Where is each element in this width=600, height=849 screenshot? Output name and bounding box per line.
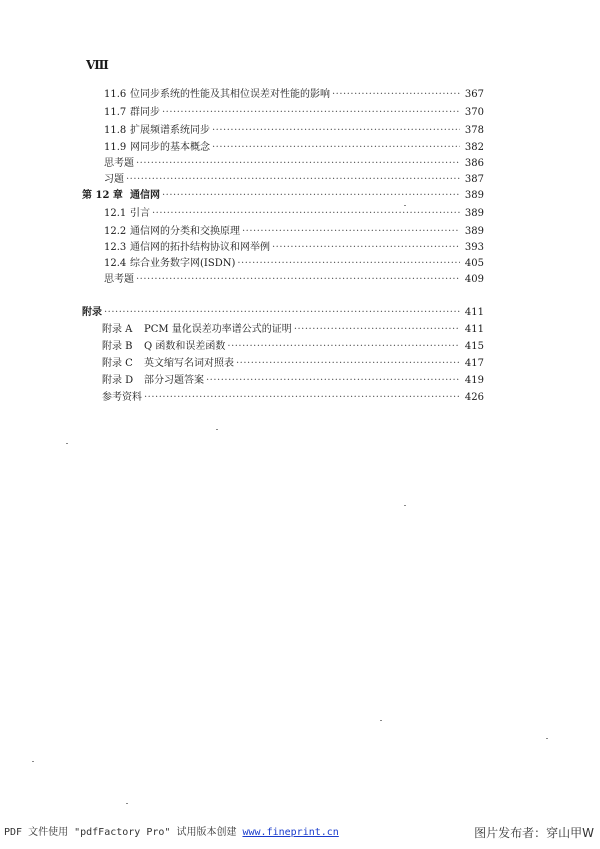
leader-dots: [152, 207, 460, 221]
toc-entry: [104, 157, 484, 171]
page-ref: 386: [464, 158, 484, 169]
section-number: 12.1: [104, 208, 127, 219]
leader-dots: [236, 357, 460, 371]
toc-entry: [102, 391, 484, 405]
scan-speck: [216, 429, 218, 430]
references-title: 参考资料: [102, 392, 142, 403]
leader-dots: [272, 241, 460, 255]
scan-speck: [404, 505, 406, 506]
section-title: 网同步的基本概念: [130, 142, 210, 153]
toc-entry: [102, 357, 484, 371]
section-title: 位同步系统的性能及其相位误差对性能的影响: [130, 89, 330, 100]
section-number: 12.3: [104, 242, 127, 253]
page-ref: 415: [464, 341, 484, 352]
section-number: 12.2: [104, 226, 127, 237]
leader-dots: [104, 306, 460, 320]
scan-speck: [66, 443, 68, 444]
section-title: 扩展频谱系统同步: [130, 125, 210, 136]
section-number: 11.7: [104, 107, 127, 118]
section-title: 引言: [130, 208, 150, 219]
page-ref: 370: [464, 107, 484, 118]
page-ref: 389: [464, 208, 484, 219]
scan-speck: [32, 761, 34, 762]
appendix-entry-title: 英文缩写名词对照表: [144, 358, 234, 369]
section-title: 习题: [104, 174, 124, 185]
toc-entry: [102, 374, 484, 388]
scan-speck: [380, 720, 382, 721]
scan-speck: [404, 205, 406, 206]
appendix-entry-title: Q 函数和误差函数: [144, 341, 226, 352]
leader-dots: [212, 124, 460, 138]
appendix-number: 附录 C: [102, 358, 133, 369]
section-number: 11.6: [104, 89, 127, 100]
creator-text: PDF 文件使用 "pdfFactory Pro" 试用版本创建: [4, 827, 237, 838]
page-ref: 411: [464, 307, 484, 318]
toc-entry: [102, 323, 484, 337]
appendix-number: 附录 D: [102, 375, 134, 386]
toc-entry: [104, 88, 484, 102]
toc-entry: [104, 106, 484, 120]
page-ref: 426: [464, 392, 484, 403]
section-number: 11.8: [104, 125, 127, 136]
page-ref: 367: [464, 89, 484, 100]
toc-entry: [104, 124, 484, 138]
section-title: 通信网的拓扑结构协议和网举例: [130, 242, 270, 253]
toc-entry: [104, 257, 484, 271]
leader-dots: [242, 225, 460, 239]
scan-speck: [126, 803, 128, 804]
section-number: 12.4: [104, 258, 127, 269]
toc-entry: [104, 225, 484, 239]
leader-dots: [227, 340, 460, 354]
leader-dots: [162, 106, 460, 120]
pdf-footer: [0, 824, 600, 842]
leader-dots: [212, 141, 460, 155]
page-ref: 389: [464, 226, 484, 237]
scan-speck: [546, 738, 548, 739]
page-ref: 393: [464, 242, 484, 253]
toc-entry: [102, 340, 484, 354]
chapter-title: 通信网: [130, 190, 160, 201]
leader-dots: [136, 157, 460, 171]
toc-entry: [104, 173, 484, 187]
section-title: 群同步: [130, 107, 160, 118]
page-ref: 387: [464, 174, 484, 185]
leader-dots: [294, 323, 460, 337]
chapter-entry: [82, 189, 484, 203]
leader-dots: [332, 88, 460, 102]
appendix-header-entry: [82, 306, 484, 320]
chapter-number: 第 12 章: [82, 190, 123, 201]
appendix-number: 附录 A: [102, 324, 133, 335]
toc-entry: [104, 273, 484, 287]
section-title: 思考题: [104, 274, 134, 285]
appendix-title: 附录: [82, 307, 102, 318]
pdf-creator-notice: [4, 824, 339, 842]
page-ref: 419: [464, 375, 484, 386]
appendix-number: 附录 B: [102, 341, 133, 352]
page-ref: 382: [464, 142, 484, 153]
publisher-credit: 图片发布者：穿山甲W: [474, 826, 594, 840]
toc-entry: [104, 141, 484, 155]
fineprint-link[interactable]: www.fineprint.cn: [242, 827, 339, 838]
page-ref: 378: [464, 125, 484, 136]
toc-entry: [104, 207, 484, 221]
leader-dots: [136, 273, 460, 287]
appendix-entry-title: PCM 量化误差功率谱公式的证明: [144, 324, 292, 335]
leader-dots: [126, 173, 460, 187]
appendix-entry-title: 部分习题答案: [144, 375, 204, 386]
section-title: 通信网的分类和交换原理: [130, 226, 240, 237]
leader-dots: [206, 374, 460, 388]
page-number: Ⅷ: [86, 58, 108, 72]
leader-dots: [144, 391, 460, 405]
leader-dots: [237, 257, 460, 271]
page-ref: 417: [464, 358, 484, 369]
leader-dots: [162, 189, 460, 203]
toc-entry: [104, 241, 484, 255]
section-title: 思考题: [104, 158, 134, 169]
page-ref: 411: [464, 324, 484, 335]
section-title: 综合业务数字网(ISDN): [130, 258, 236, 269]
section-number: 11.9: [104, 142, 127, 153]
page-ref: 409: [464, 274, 484, 285]
page-ref: 389: [464, 190, 484, 201]
page-ref: 405: [464, 258, 484, 269]
